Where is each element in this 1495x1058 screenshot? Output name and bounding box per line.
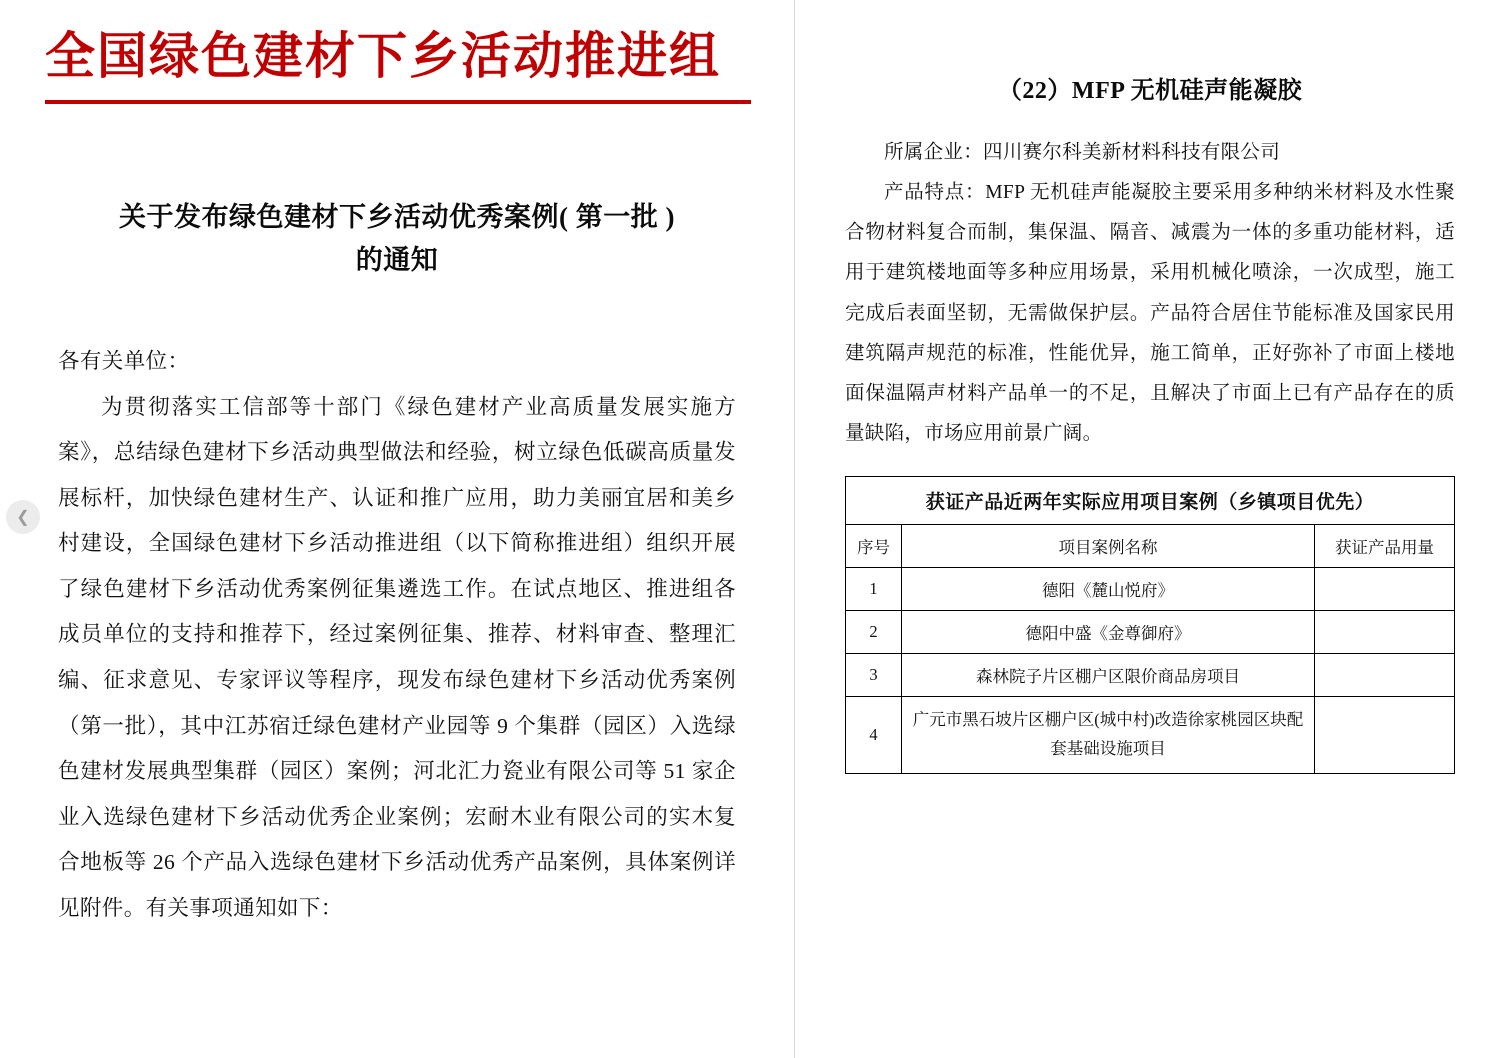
document-body bbox=[58, 339, 736, 932]
cell-amount bbox=[1315, 568, 1455, 611]
cell-no: 1 bbox=[846, 568, 902, 611]
cell-amount bbox=[1315, 697, 1455, 774]
masthead-title: 全国绿色建材下乡活动推进组 bbox=[45, 28, 721, 84]
table-row bbox=[846, 654, 1455, 697]
feature-label: 产品特点： bbox=[884, 182, 986, 204]
section-title: （22）MFP 无机硅声能凝胶 bbox=[997, 78, 1303, 104]
column-header-name: 项目案例名称 bbox=[902, 525, 1315, 568]
table-row bbox=[846, 697, 1455, 774]
feature-line bbox=[845, 173, 1455, 454]
column-header-amount: 获证产品用量 bbox=[1315, 525, 1455, 568]
cell-no: 4 bbox=[846, 697, 902, 774]
company-line bbox=[845, 133, 1455, 173]
page-title bbox=[70, 196, 724, 283]
cell-no: 2 bbox=[846, 611, 902, 654]
cell-name: 森林院子片区棚户区限价商品房项目 bbox=[902, 654, 1315, 697]
company-value: 四川赛尔科美新材料科技有限公司 bbox=[983, 142, 1281, 163]
cell-amount bbox=[1315, 654, 1455, 697]
table-row bbox=[846, 568, 1455, 611]
case-table bbox=[845, 476, 1455, 774]
cell-name: 德阳中盛《金尊御府》 bbox=[902, 611, 1315, 654]
table-header-row bbox=[846, 525, 1455, 568]
product-description bbox=[845, 133, 1455, 454]
page-title-line1: 关于发布绿色建材下乡活动优秀案例( 第一批 ) bbox=[119, 201, 675, 232]
masthead-rule bbox=[45, 100, 751, 104]
document-page-right bbox=[795, 0, 1495, 1058]
column-header-no: 序号 bbox=[846, 525, 902, 568]
chevron-left-icon[interactable]: ❮ bbox=[6, 500, 40, 534]
document-masthead bbox=[45, 28, 749, 104]
page-title-line2: 的通知 bbox=[355, 245, 439, 276]
cell-name: 德阳《麓山悦府》 bbox=[902, 568, 1315, 611]
table-caption-row bbox=[846, 477, 1455, 525]
company-label: 所属企业： bbox=[884, 142, 984, 163]
table-row bbox=[846, 611, 1455, 654]
cell-no: 3 bbox=[846, 654, 902, 697]
cell-name: 广元市黑石坡片区棚户区(城中村)改造徐家桃园区块配套基础设施项目 bbox=[902, 697, 1315, 774]
body-paragraph-1: 为贯彻落实工信部等十部门《绿色建材产业高质量发展实施方案》，总结绿色建材下乡活动典型做法和经验，树立绿色低碳高质量发展标杆，加快绿色建材生产、认证和推广应用，助力美丽宜居和美乡村建设，全国绿色建材下乡活动推进组（以下简称推进组）组织开展了绿色建材下乡活动优秀案例征集遴选工作。在试点地区、推进组各成员单位的支持和推荐下，经过案例征集、推荐、材料审查、整理汇编、征求意见、专家评议等程序，现发布绿色建材下乡活动优秀案例（第一批），其中江苏宿迁绿色建材产业园等 9 个集群（园区）入选绿色建材发展典型集群（园区）案例；河北汇力瓷业有限公司等 51 家企业入选绿色建材下乡活动优秀企业案例；宏耐木业有限公司的实木复合地板等 26 个产品入选绿色建材下乡活动优秀产品案例，具体案例详见附件。有关事项通知如下： bbox=[58, 394, 736, 920]
salutation: 各有关单位： bbox=[58, 348, 190, 373]
feature-value: MFP 无机硅声能凝胶主要采用多种纳米材料及水性聚合物材料复合而制，集保温、隔音、减震为一体的多重功能材料，适用于建筑楼地面等多种应用场景，采用机械化喷涂，一次成型，施工完成后表面坚韧，无需做保护层。产品符合居住节能标准及国家民用建筑隔声规范的标准，性能优异，施工简单，正好弥补了市面上楼地面保温隔声材料产品单一的不足，且解决了市面上已有产品存在的质量缺陷，市场应用前景广阔。 bbox=[845, 182, 1455, 445]
table-caption: 获证产品近两年实际应用项目案例（乡镇项目优先） bbox=[846, 477, 1455, 525]
cell-amount bbox=[1315, 611, 1455, 654]
